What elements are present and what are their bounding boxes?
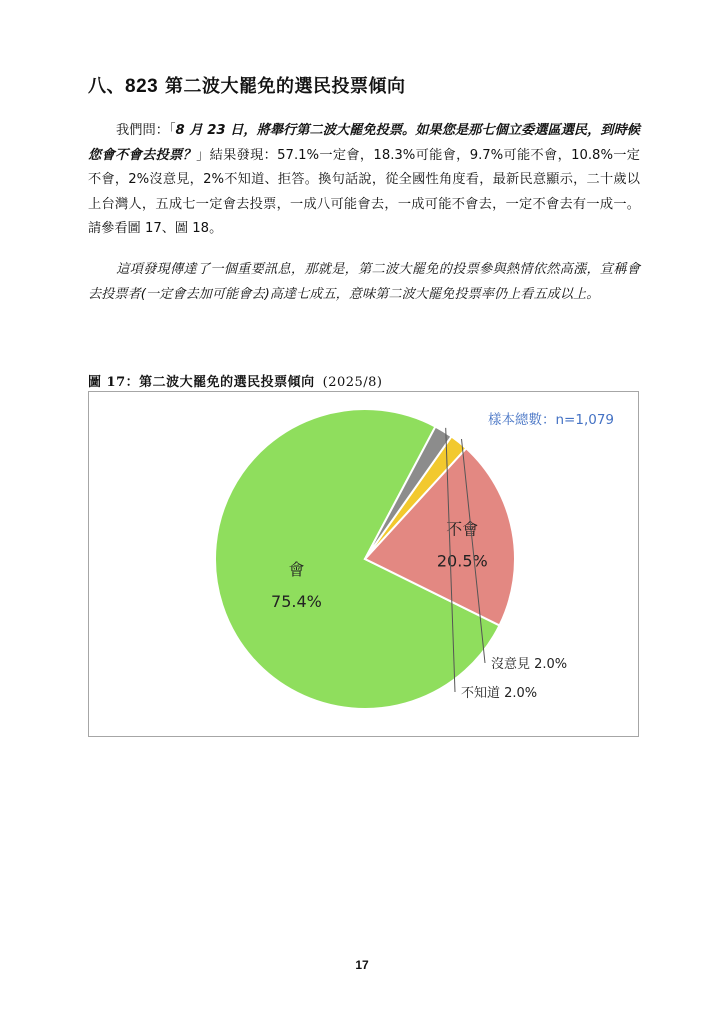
survey-question-text: 8 月 23 日，將舉行第二波大罷免投票。如果您是那七個立委選區選民，到時候您會不會去投票？ [88,123,640,163]
figure-caption-year: (2025/8) [322,375,383,390]
slice-outside-label-2: 沒意見 2.0% [491,657,568,672]
slice-label-0: 會 [288,560,305,580]
paragraph2-part3: 高達七成五，意味第二波大罷免投票率仍上看五成以上。 [269,286,600,302]
paragraph1-results: 」結果發現：57.1%一定會，18.3%可能會，9.7%可能不會，10.8%一定不會，2%沒意見，2%不知道、拒答。換句話說，從全國性角度看，最新民意顯示，二十歲以上台灣人，五成七一定會去投票，一成八可能會去，一成可能不會去，一定不會去有一成一。請參看圖 17、圖 18。 [88,147,640,236]
paragraph-survey-question [88,119,640,242]
slice-outside-label-3: 不知道 2.0% [461,686,538,701]
slice-value-0: 75.4% [271,592,322,612]
pie-chart-frame [88,391,639,737]
section-prefix: 八、 [88,76,125,97]
paragraph1-intro: 我們問：「 [116,123,176,138]
section-title: 第二波大罷免的選民投票傾向 [158,76,406,97]
figure-caption-title: 圖 17：第二波大罷免的選民投票傾向 [88,375,315,390]
paragraph2-part2: (一定會去加可能會去) [140,286,270,302]
slice-label-1: 不會 [446,519,479,539]
section-heading [88,72,405,98]
paragraph-key-finding [88,258,640,307]
section-number: 823 [125,76,159,97]
pie-chart [89,392,640,738]
slice-value-1: 20.5% [436,551,488,571]
paragraph2-part1: 這項發現傳達了一個重要訊息，那就是，第二波大罷免的投票參與熱情依然高漲，宣稱會去投票者 [88,262,640,302]
page-number: 17 [355,958,369,972]
figure-caption [88,371,383,390]
sample-size-label: 樣本總數：n=1,079 [487,412,614,428]
